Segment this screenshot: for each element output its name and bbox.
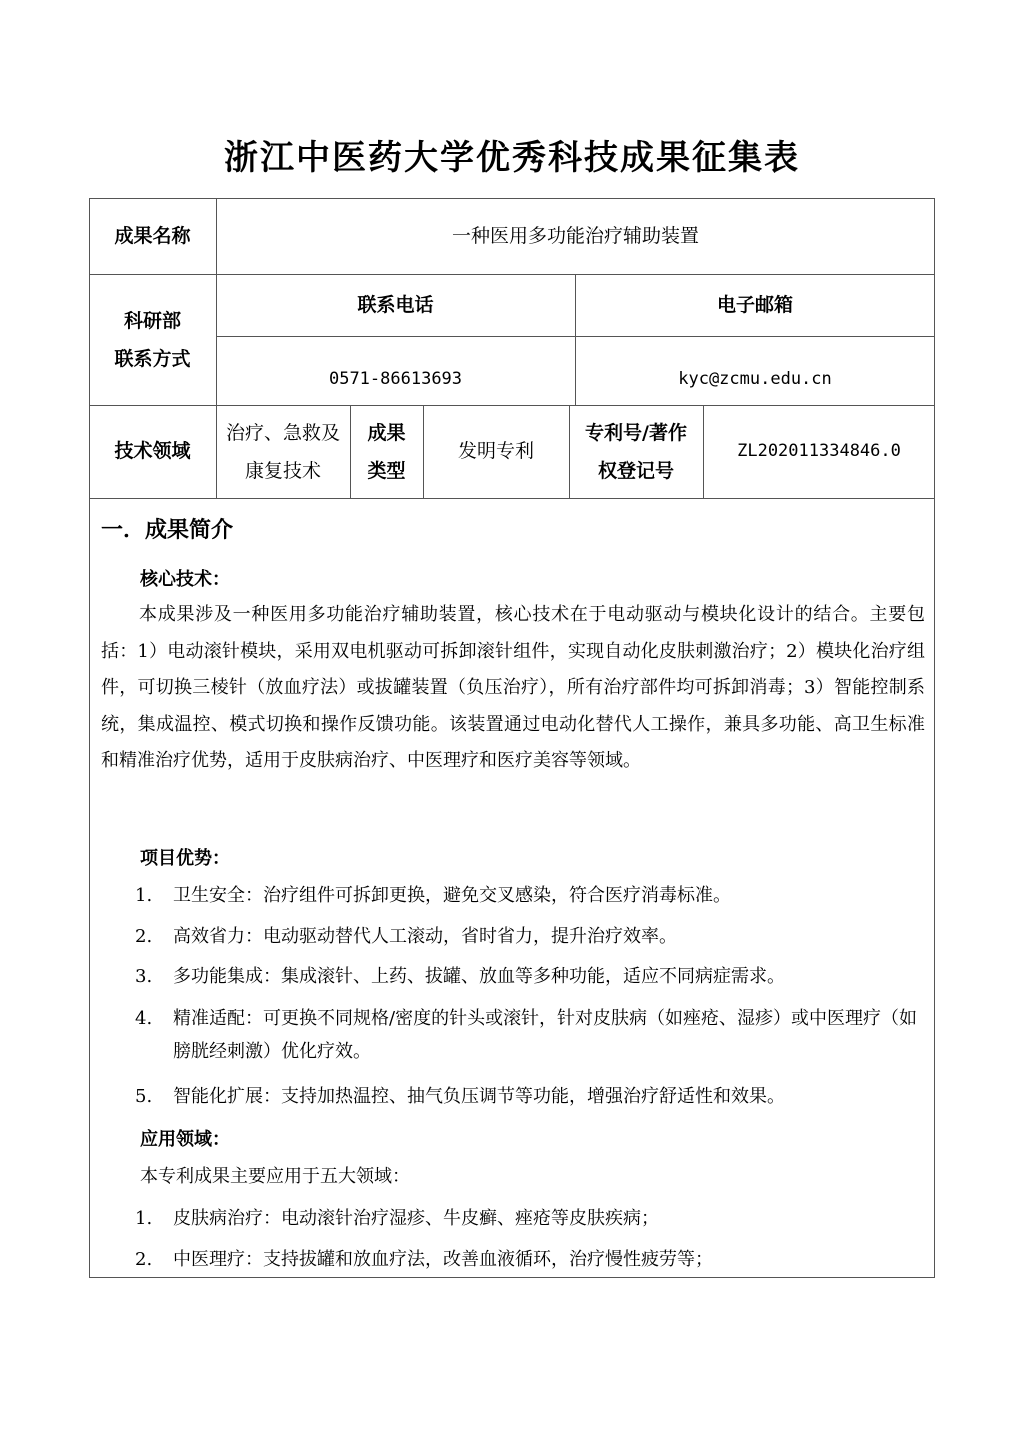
list-item-number: 5.	[135, 1086, 153, 1107]
list-item-number: 1.	[135, 1208, 153, 1229]
email-value: kyc@zcmu.edu.cn	[678, 368, 832, 389]
list-item	[135, 879, 925, 912]
list-item-text: 皮肤病治疗：电动滚针治疗湿疹、牛皮癣、痤疮等皮肤疾病；	[173, 1208, 659, 1229]
type-label-line2: 类型	[367, 459, 406, 482]
list-item	[135, 920, 925, 953]
patent-label-line1: 专利号/著作	[585, 421, 687, 444]
patent-label-line2: 权登记号	[597, 459, 674, 482]
field-label: 技术领域	[114, 440, 191, 462]
list-item-number: 3.	[135, 966, 153, 987]
patent-label	[569, 405, 703, 498]
list-item-text: 卫生安全：治疗组件可拆卸更换，避免交叉感染，符合医疗消毒标准。	[173, 885, 731, 906]
name-label: 成果名称	[114, 224, 191, 247]
section-heading: 一．成果简介	[101, 518, 234, 543]
field-value-line2: 康复技术	[244, 459, 321, 482]
list-item	[135, 1002, 925, 1068]
list-item-number: 1.	[135, 885, 153, 906]
list-item-text: 多功能集成：集成滚针、上药、拔罐、放血等多种功能，适应不同病症需求。	[173, 966, 785, 987]
field-value	[216, 405, 350, 498]
row-divider	[89, 498, 935, 499]
field-value-line1: 治疗、急救及	[225, 421, 340, 444]
core-tech-heading: 核心技术：	[140, 569, 230, 590]
core-tech-paragraph: 本成果涉及一种医用多功能治疗辅助装置，核心技术在于电动驱动与模块化设计的结合。主要包括：1）电动滚针模块，采用双电机驱动可拆卸滚针组件，实现自动化皮肤刺激治疗；2）模块化治疗组件，可切换三棱针（放血疗法）或拔罐装置（负压治疗），所有治疗部件均可拆卸消毒；3）智能控制系统，集成温控、模式切换和操作反馈功能。该装置通过电动化替代人工操作，兼具多功能、高卫生标准和精准治疗优势，适用于皮肤病治疗、中医理疗和医疗美容等领域。	[101, 604, 925, 771]
list-item-text: 精准适配：可更换不同规格/密度的针头或滚针，针对皮肤病（如痤疮、湿疹）或中医理疗（如膀胱经刺激）优化疗效。	[173, 1008, 918, 1062]
list-item	[135, 1243, 925, 1276]
application-heading: 应用领域：	[140, 1129, 230, 1150]
list-item-text: 智能化扩展：支持加热温控、抽气负压调节等功能，增强治疗舒适性和效果。	[173, 1086, 785, 1107]
page-title: 浙江中医药大学优秀科技成果征集表	[224, 138, 800, 178]
phone-value: 0571-86613693	[328, 368, 463, 389]
list-item	[135, 1080, 925, 1113]
patent-value: ZL202011334846.0	[737, 441, 901, 461]
advantages-heading: 项目优势：	[140, 848, 230, 869]
contact-label-line1: 科研部	[123, 309, 181, 332]
list-item-text: 中医理疗：支持拔罐和放血疗法，改善血液循环，治疗慢性疲劳等；	[173, 1249, 713, 1270]
list-item-text: 高效省力：电动驱动替代人工滚动，省时省力，提升治疗效率。	[173, 926, 677, 947]
contact-label	[89, 274, 216, 405]
type-label-line1: 成果	[367, 421, 406, 444]
name-value: 一种医用多功能治疗辅助装置	[451, 224, 699, 247]
type-value: 发明专利	[457, 440, 534, 462]
type-label	[350, 405, 423, 498]
list-item	[135, 1202, 925, 1235]
email-label: 电子邮箱	[716, 293, 793, 316]
list-item-number: 2.	[135, 1249, 153, 1270]
list-item-number: 2.	[135, 926, 153, 947]
phone-label: 联系电话	[357, 293, 434, 316]
application-intro: 本专利成果主要应用于五大领域：	[140, 1166, 410, 1187]
list-item-number: 4.	[135, 1008, 153, 1029]
list-item	[135, 960, 925, 993]
contact-label-line2: 联系方式	[114, 347, 191, 370]
